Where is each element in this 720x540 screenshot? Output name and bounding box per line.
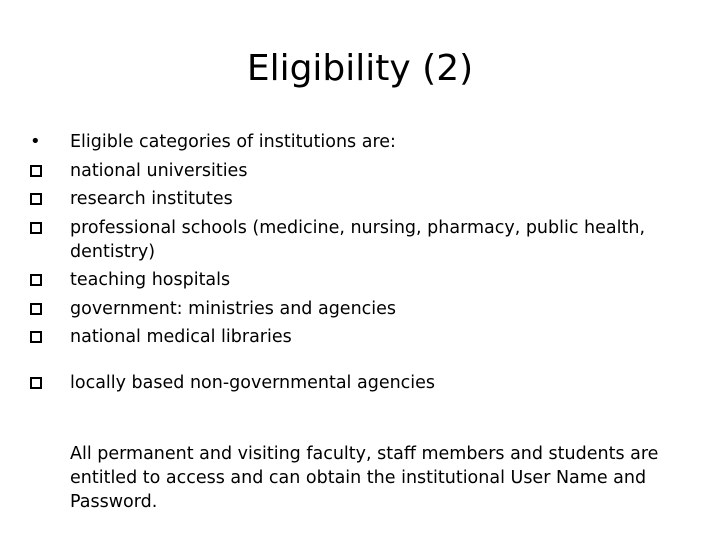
list-item-text: professional schools (medicine, nursing, pharmacy, public health, dentistry) (70, 217, 646, 262)
square-bullet-icon (30, 216, 44, 240)
bullet-list (30, 130, 690, 400)
list-item (30, 325, 690, 349)
list-item-text: national universities (70, 160, 248, 181)
square-bullet-icon (30, 159, 44, 183)
eligibility-paragraph: All permanent and visiting faculty, staff members and students are entitled to access and can obtain the institutional User Name and Password. (70, 444, 659, 512)
square-bullet-icon (30, 325, 44, 349)
list-item (30, 268, 690, 292)
square-bullet-icon (30, 297, 44, 321)
list-item (30, 216, 690, 264)
list-item (30, 371, 690, 395)
list-item (30, 297, 690, 321)
square-bullet-icon (30, 371, 44, 395)
list-item-text: teaching hospitals (70, 270, 231, 290)
list-item (30, 159, 690, 183)
list-item-text: government: ministries and agencies (70, 298, 397, 319)
list-item-text: national medical libraries (70, 327, 292, 347)
round-bullet-icon: • (30, 131, 41, 152)
list-item-text: locally based non-governmental agencies (70, 373, 436, 393)
list-item-text: Eligible categories of institutions are: (70, 132, 396, 152)
slide-title: Eligibility (2) (246, 48, 474, 89)
square-bullet-icon (30, 268, 44, 292)
list-item-intro (30, 130, 690, 154)
list-item-text: research institutes (70, 189, 233, 209)
list-item (30, 187, 690, 211)
square-bullet-icon (30, 187, 44, 211)
